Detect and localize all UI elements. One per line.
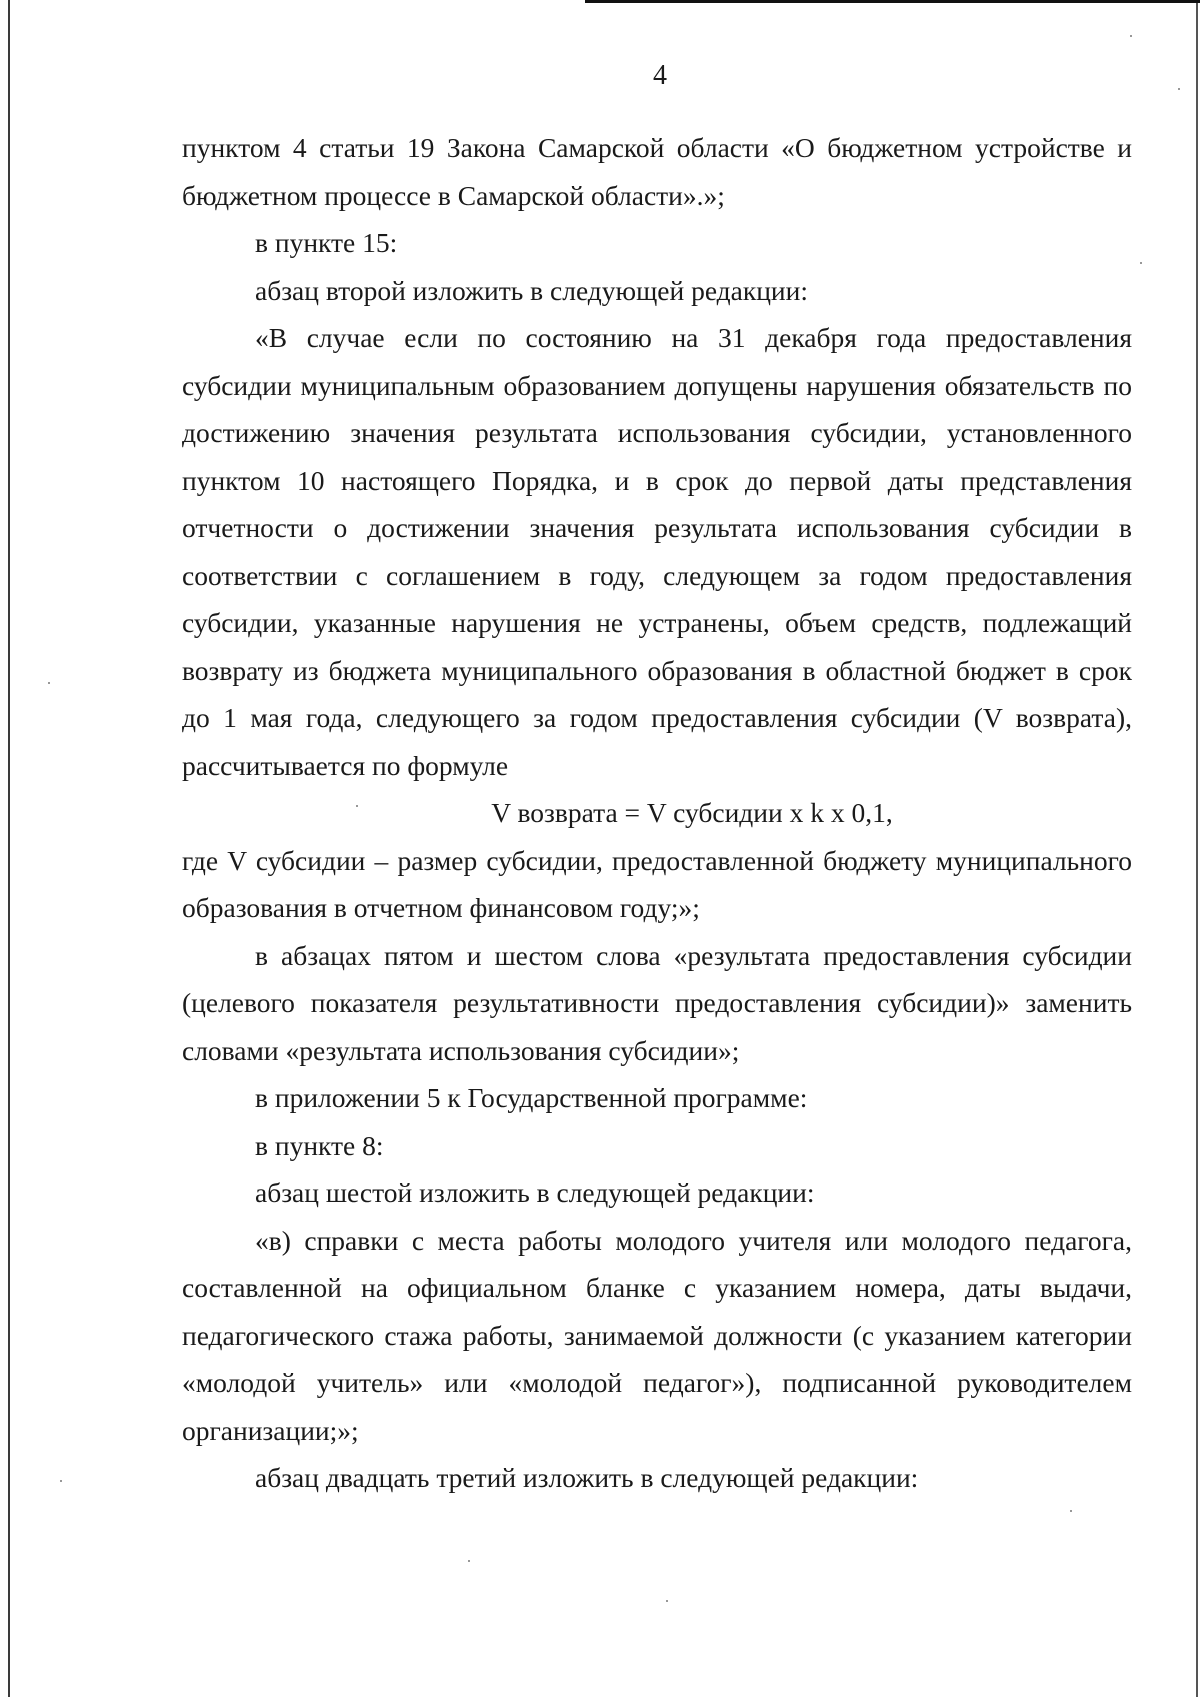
scan-edge-right <box>1196 0 1198 1697</box>
scan-speck <box>60 1480 62 1482</box>
scan-speck <box>48 682 50 684</box>
paragraph: «В случае если по состоянию на 31 декабря года предоставления субсидии муниципальным образованием допущены нарушения обязательств по достижению значения результата использования субсидии, установленного пунктом 10 настоящего Порядка, и в срок до первой даты представления отчетности о достижении значения результата использования субсидии в соответствии с соглашением в году, следующем за годом предоставления субсидии, указанные нарушения не устранены, объем средств, подлежащий возврату из бюджета муниципального образования в областной бюджет в срок до 1 мая года, следующего за годом предоставления субсидии (V возврата), рассчитывается по формуле <box>182 322 1132 781</box>
paragraph: где V субсидии – размер субсидии, предоставленной бюджету муниципального образования в отчетном финансовом году;»; <box>182 844 1132 923</box>
document-body <box>182 124 1132 1502</box>
scan-edge-top <box>585 0 1200 3</box>
paragraph: в пункте 15: <box>255 227 398 258</box>
paragraph: в абзацах пятом и шестом слова «результата предоставления субсидии (целевого показателя результативности предоставления субсидии)» заменить словами «результата использования субсидии»; <box>182 939 1132 1066</box>
paragraph: в приложении 5 к Государственной программе: <box>255 1082 808 1113</box>
scan-speck <box>1140 262 1142 264</box>
scan-edge-left <box>8 0 10 1697</box>
scan-speck <box>1130 35 1132 37</box>
paragraph: «в) справки с места работы молодого учителя или молодого педагога, составленной на официальном бланке с указанием номера, даты выдачи, педагогического стажа работы, занимаемой должности (с указанием категории «молодой учитель» или «молодой педагог»), подписанной руководителем организации;»; <box>182 1224 1132 1446</box>
formula: V возврата = V субсидии x k x 0,1, <box>491 797 893 828</box>
page-number: 4 <box>653 60 667 91</box>
scan-speck <box>1070 1510 1072 1512</box>
paragraph: абзац шестой изложить в следующей редакции: <box>255 1177 815 1208</box>
paragraph: абзац двадцать третий изложить в следующей редакции: <box>255 1462 919 1493</box>
paragraph: в пункте 8: <box>255 1129 384 1161</box>
scan-speck <box>468 1560 470 1562</box>
paragraph: абзац второй изложить в следующей редакции: <box>255 274 809 306</box>
paragraph: пунктом 4 статьи 19 Закона Самарской области «О бюджетном устройстве и бюджетном процессе в Самарской области».»; <box>182 132 1132 211</box>
scan-speck <box>666 1600 668 1602</box>
